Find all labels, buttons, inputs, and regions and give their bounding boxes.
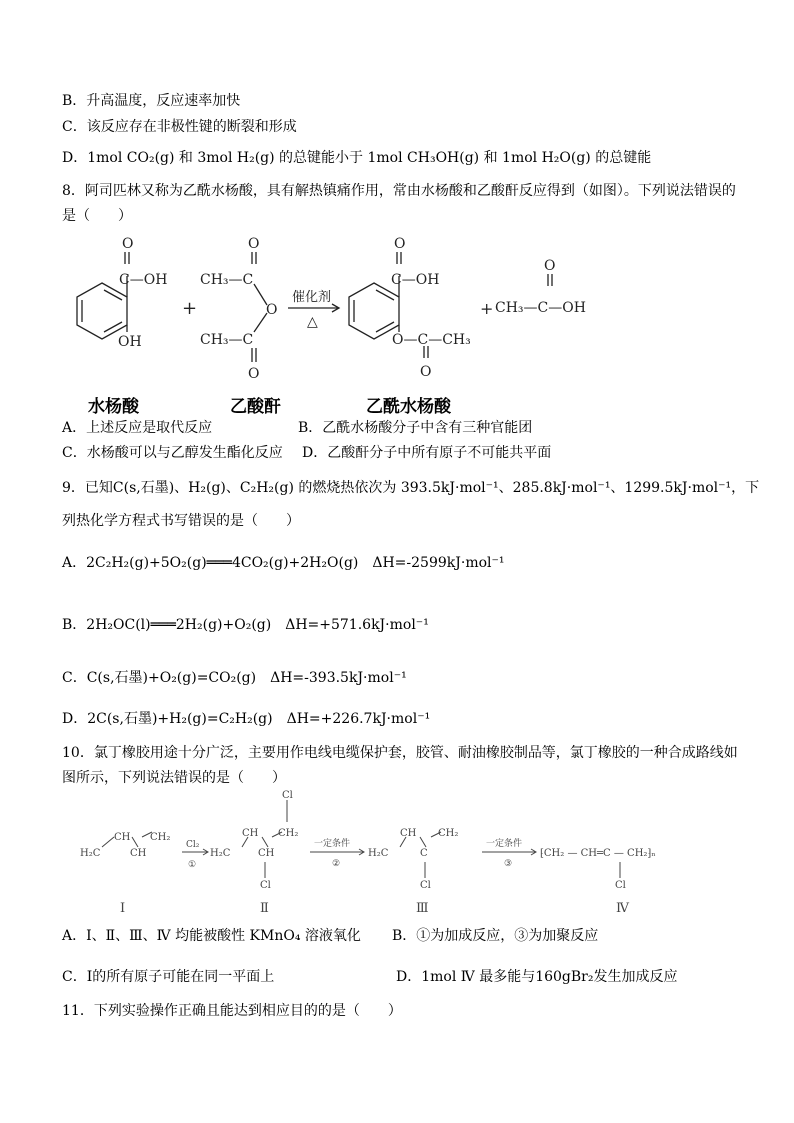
q9-stem-line2: 列热化学方程式书写错误的是（ ）	[62, 513, 300, 529]
q10-condition-3: 一定条件	[486, 839, 523, 849]
q8-stem-line2: 是（ ）	[62, 208, 132, 224]
q8-anhydride-top-o: O	[248, 236, 260, 252]
q8-stem-line1: 8．阿司匹林又称为乙酰水杨酸，具有解热镇痛作用，常由水杨酸和乙酸酐反应得到（如图）。下列说法错误的	[62, 183, 736, 199]
q10-iv-cl: Cl	[615, 880, 626, 891]
q8-acetic-acid: CH₃—C—OH	[495, 300, 586, 316]
q10-stem-line2: 图所示，下列说法错误的是（ ）	[62, 770, 286, 786]
q10-i-ch-right: CH	[130, 848, 147, 859]
q10-iii-h2c: H₂C	[368, 848, 389, 859]
q10-ii-h2c: H₂C	[210, 848, 231, 859]
q7-option-c: C．该反应存在非极性键的断裂和形成	[62, 119, 297, 135]
q8-label-salicylic: 水杨酸	[88, 397, 139, 417]
q11-stem: 11．下列实验操作正确且能达到相应目的的是（ ）	[62, 1003, 402, 1019]
q9-option-c: C．C(s,石墨)+O₂(g)=CO₂(g) ΔH=-393.5kJ·mol⁻¹	[62, 670, 407, 686]
q8-plus-sign: +	[182, 298, 198, 319]
q10-option-a: A．Ⅰ、Ⅱ、Ⅲ、Ⅳ 均能被酸性 KMnO₄ 溶液氧化	[62, 928, 361, 944]
q8-option-c: C．水杨酸可以与乙醇发生酯化反应	[62, 445, 283, 461]
q10-i-h2c: H₂C	[80, 848, 101, 859]
q10-synthesis-figure	[62, 790, 702, 920]
q10-ii-cl-top: Cl	[282, 790, 293, 801]
q10-label-ii: Ⅱ	[260, 901, 269, 916]
q10-iv-polymer: ⁅CH₂ — CH═C — CH₂⁆ₙ	[540, 848, 656, 859]
q8-anhydride-bottom-ch3c: CH₃—C	[200, 332, 254, 348]
q9-stem-line1: 9．已知C(s,石墨)、H₂(g)、C₂H₂(g) 的燃烧热依次为 393.5kJ·mol⁻¹、285.8kJ·mol⁻¹、1299.5kJ·mol⁻¹，下	[62, 480, 760, 496]
q8-salicylic-oh: OH	[118, 334, 142, 350]
q10-iii-ch: CH	[400, 828, 417, 839]
q9-option-b: B．2H₂OC(l)═══2H₂(g)+O₂(g) ΔH=+571.6kJ·mol⁻¹	[62, 617, 429, 633]
q10-iii-ch2: CH₂	[438, 828, 459, 839]
q8-acetic-o: O	[544, 258, 556, 274]
q10-i-ch-left: CH	[114, 832, 131, 843]
q10-ii-ch-right: CH	[258, 848, 275, 859]
q8-aspirin-ester: O—C—CH₃	[392, 332, 471, 348]
q8-aspirin-carbonyl-o: O	[394, 236, 406, 252]
q8-option-a: A．上述反应是取代反应	[62, 420, 213, 436]
q8-anhydride-bridge-o: O	[266, 302, 278, 318]
q8-option-d: D．乙酸酐分子中所有原子不可能共平面	[302, 445, 552, 461]
q8-anhydride-bottom-o: O	[248, 366, 260, 382]
q8-aspirin-cooh: C—OH	[391, 272, 440, 288]
q7-option-b: B．升高温度，反应速率加快	[62, 93, 241, 109]
q10-reagent-cl2: Cl₂	[186, 840, 200, 850]
q8-anhydride-top-ch3c: CH₃—C	[200, 272, 254, 288]
q10-label-iii: Ⅲ	[416, 901, 429, 916]
q10-condition-2: 一定条件	[314, 839, 351, 849]
q10-iii-cl: Cl	[420, 880, 431, 891]
q8-heat-symbol: △	[307, 314, 318, 330]
q10-option-b: B．①为加成反应，③为加聚反应	[392, 928, 599, 944]
q10-ii-cl-bottom: Cl	[260, 880, 271, 891]
q10-ii-ch-left: CH	[242, 828, 259, 839]
q7-option-d: D．1mol CO₂(g) 和 3mol H₂(g) 的总键能小于 1mol CH₃OH(g) 和 1mol H₂O(g) 的总键能	[62, 150, 652, 166]
q8-aspirin-ester-o: O	[420, 364, 432, 380]
q10-iii-c: C	[420, 848, 428, 859]
q9-option-a: A．2C₂H₂(g)+5O₂(g)═══4CO₂(g)+2H₂O(g) ΔH=-2599kJ·mol⁻¹	[62, 555, 505, 571]
q8-label-aspirin: 乙酰水杨酸	[366, 397, 451, 417]
q10-i-ch2-top: CH₂	[150, 832, 171, 843]
q8-salicylic-cooh: C—OH	[119, 272, 168, 288]
q10-ii-ch2: CH₂	[278, 828, 299, 839]
q10-stem-line1: 10．氯丁橡胶用途十分广泛，主要用作电线电缆保护套，胶管、耐油橡胶制品等，氯丁橡胶的一种合成路线如	[62, 745, 738, 761]
q8-reaction-figure	[62, 228, 622, 418]
q10-step1: ①	[188, 860, 197, 870]
q8-catalyst-label: 催化剂	[292, 290, 332, 305]
q8-label-anhydride: 乙酸酐	[230, 397, 281, 417]
q10-label-i: Ⅰ	[120, 901, 126, 916]
q8-plus-sign-2: +	[480, 299, 494, 318]
q10-option-d: D．1mol Ⅳ 最多能与160gBr₂发生加成反应	[396, 969, 678, 985]
q10-label-iv: Ⅳ	[616, 901, 629, 916]
q9-option-d: D．2C(s,石墨)+H₂(g)=C₂H₂(g) ΔH=+226.7kJ·mol⁻¹	[62, 711, 431, 727]
q10-step2: ②	[332, 859, 341, 869]
q8-option-b: B．乙酰水杨酸分子中含有三种官能团	[298, 420, 533, 436]
q10-step3: ③	[504, 859, 513, 869]
q10-option-c: C．Ⅰ的所有原子可能在同一平面上	[62, 969, 275, 985]
q8-salicylic-carbonyl-o: O	[122, 236, 134, 252]
